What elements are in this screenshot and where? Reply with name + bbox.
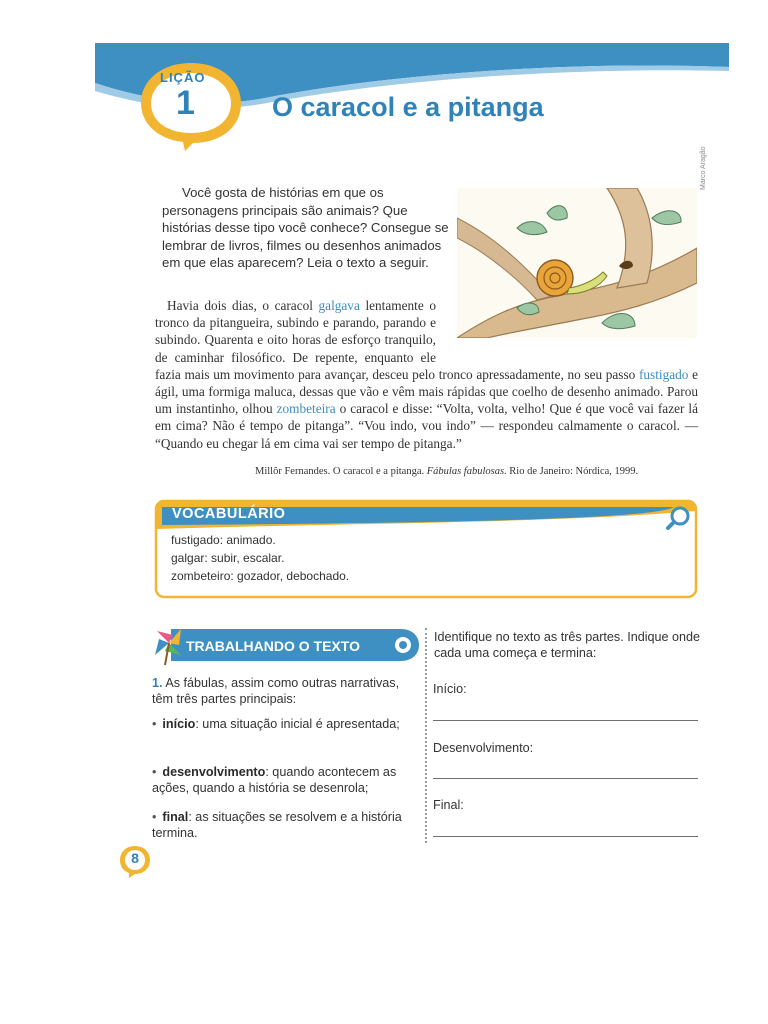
question-text: As fábulas, assim como outras narrativas, têm três partes principais: [152, 676, 400, 706]
citation-author: Millôr Fernandes. O caracol e a pitanga. [255, 466, 427, 477]
page-number: 8 [131, 850, 139, 866]
vocabulary-item: galgar: subir, escalar. [171, 551, 285, 565]
question-number: 1. [152, 676, 163, 690]
bullet-term: início [162, 717, 196, 731]
answer-label-desenvolvimento: Desenvolvimento: [433, 741, 534, 755]
answer-line-inicio[interactable] [433, 720, 698, 721]
lesson-number: 1 [176, 84, 195, 122]
magnifier-icon [665, 505, 691, 531]
illustration-credit: Marco Aragão [700, 146, 707, 190]
bullet-desenvolvimento: • desenvolvimento: quando acontecem as ações, quando a história se desenrola; [152, 765, 397, 795]
bullet-final: • final: as situações se resolvem e a história termina. [152, 810, 402, 840]
bullet-text: : quando acontecem as ações, quando a história se desenrola; [152, 765, 397, 795]
gloss-zombeteira: zombeteira [276, 401, 336, 417]
question-1 [152, 675, 422, 707]
vocabulary-list [171, 531, 349, 585]
citation-book: Fábulas fabulosas [426, 466, 505, 477]
bullet-text: : uma situação inicial é apresentada; [195, 717, 400, 731]
column-divider [425, 628, 429, 843]
lesson-label: LIÇÃO [160, 70, 206, 85]
page-title: O caracol e a pitanga [272, 92, 544, 122]
bullet-term: desenvolvimento [162, 765, 266, 779]
story-part: o caracol e disse: “Volta, volta, velho! Que é que você vai fazer lá em cima? Não é tempo de pitanga”. “Vou indo, vou indo” — respondeu calmamente o caracol. — “Quando eu chegar lá em cima vai ser tempo de pitanga.” [155, 401, 698, 451]
answer-label-inicio: Início: [433, 682, 467, 696]
story-part: lentamente o tronco da pitangueira, subindo e parando, parando e subindo. Quarenta e oito horas de esforço tranquilo, de caminhar filosófico. De repente, enquanto ele fazia mais um movimento para avançar, desceu pelo tronco apressadamente, no seu passo [155, 298, 639, 382]
intro-text: Você gosta de histórias em que os personagens principais são animais? Que histórias desse tipo você conhece? Consegue se lembrar de livros, filmes ou desenhos animados em que elas aparecem? Leia o texto a seguir. [162, 185, 449, 270]
story-text [155, 297, 698, 452]
gloss-fustigado: fustigado [638, 366, 689, 382]
answer-label-final: Final: [433, 798, 464, 812]
story-part: Havia dois dias, o caracol [167, 298, 319, 313]
citation-rest: . Rio de Janeiro: Nórdica, 1999. [504, 466, 639, 477]
citation [255, 466, 638, 477]
answer-prompt: Identifique no texto as três partes. Indique onde cada uma começa e termina: [434, 630, 701, 660]
answer-line-final[interactable] [433, 836, 698, 837]
intro-paragraph [162, 184, 452, 272]
answer-line-desenvolvimento[interactable] [433, 778, 698, 779]
vocabulary-title: VOCABULÁRIO [172, 506, 286, 522]
vocabulary-item: zombeteiro: gozador, debochado. [171, 569, 350, 583]
gloss-galgava: galgava [318, 298, 360, 313]
vocabulary-item: fustigado: animado. [171, 533, 276, 547]
bullet-text: : as situações se resolvem e a história termina. [152, 810, 402, 840]
bullet-term: final [162, 810, 189, 824]
section-title: TRABALHANDO O TEXTO [186, 638, 360, 654]
bullet-inicio: • início: uma situação inicial é apresentada; [152, 717, 400, 731]
story-part: e ágil, uma formiga maluca, dessas que vão e vêm mais rápidas que coelho de desenho animado. Parou um instantinho, olhou [155, 366, 698, 417]
